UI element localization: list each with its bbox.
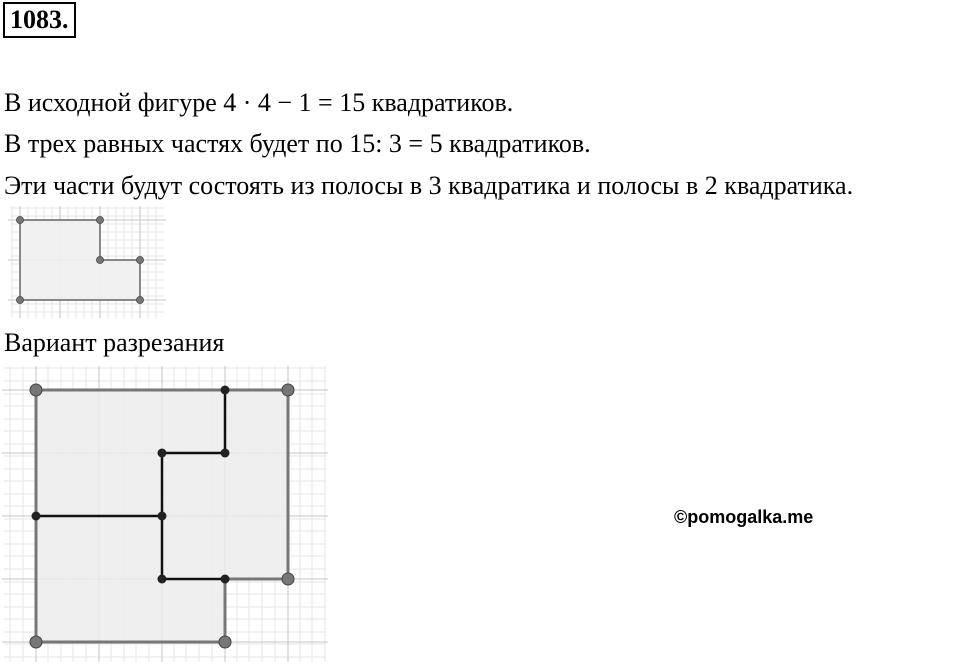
watermark: ©pomogalka.me (674, 507, 814, 527)
cut-figure (0, 364, 330, 664)
original-figure (6, 204, 168, 320)
caption: Вариант разрезания (4, 328, 225, 357)
text-line-2: В трех равных частях будет по 15: 3 = 5 квадратиков. (4, 129, 591, 158)
text-line-1: В исходной фигуре 4 · 4 − 1 = 15 квадратиков. (4, 88, 514, 117)
problem-number: 1083. (3, 2, 76, 38)
text-line-3: Эти части будут состоять из полосы в 3 квадратика и полосы в 2 квадратика. (4, 171, 854, 200)
